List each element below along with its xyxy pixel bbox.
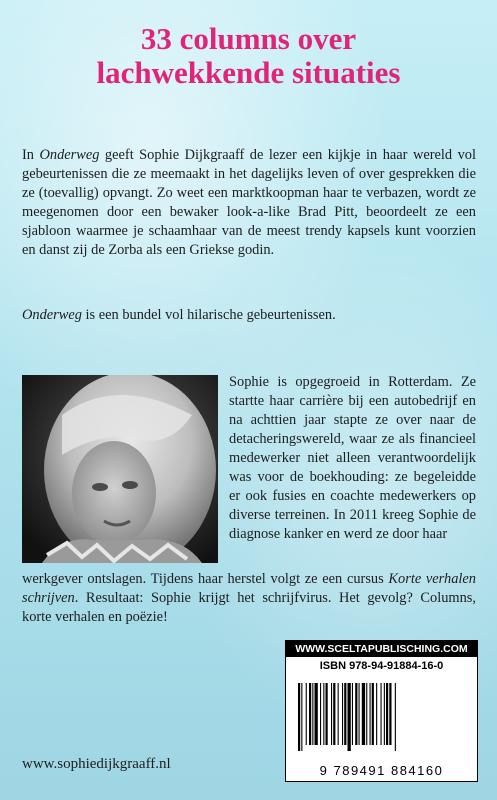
barcode-bar [344,683,346,745]
barcode-bar [384,683,385,745]
isbn-label: ISBN 978-94-91884-16-0 [319,660,444,672]
barcode-bar [372,683,374,745]
barcode-bar [359,683,360,745]
barcode-bar [306,683,307,745]
barcode-bar [331,683,332,745]
barcode-bar [326,683,328,745]
barcode-bar [312,683,313,745]
barcode-digits: 9 789491 884160 [319,763,444,778]
bio-paragraph-continued [22,570,476,627]
barcode-bar [376,683,377,745]
barcode-bar [389,683,391,745]
barcode-bar [323,683,324,745]
bio-text-start: werkgever ontslagen. Tijdens haar herstel volgt ze een cursus [22,571,389,587]
barcode-bar [370,683,371,745]
course-title-italic: Korte verhalen schrijven [22,571,476,606]
barcode-bar [352,683,353,745]
publisher-url: WWW.SCELTAPUBLISCHING.COM [286,641,477,657]
barcode-bars [296,683,467,751]
barcode-bar [366,683,367,745]
author-portrait-image [22,375,218,563]
barcode-bar [342,683,343,745]
title-line-2: lachwekkende situaties [96,55,401,90]
barcode-bar [386,683,388,745]
barcode-bar [333,683,335,745]
barcode-bar [301,683,302,751]
summary-text: is een bundel vol hilarische gebeurtenissen. [81,307,336,323]
intro-text-start: In [22,147,40,163]
summary-paragraph [22,306,476,325]
barcode-bar [320,683,321,745]
barcode-bar [362,683,365,745]
author-photo [22,375,218,563]
barcode-bar [309,683,311,745]
intro-paragraph [22,146,476,260]
book-title-italic: Onderweg [22,307,82,323]
barcode-bar [395,683,396,751]
barcode-box [285,640,478,782]
barcode-bar [338,683,339,745]
barcode-bar [355,683,357,745]
bio-paragraph-beside-photo: Sophie is opgegroeid in Rotterdam. Ze startte haar carrière bij een autobedrijf en na achttien jaar stapte ze over naar de detacheringswereld, waar ze als financieel medewerker niet alleen verantwoordelijk was voor de boekhouding: ze begeleidde er ook fusies en coachte medewerkers op diverse terreinen. In 2011 kreeg Sophie de diagnose kanker en werd ze door haar [229,374,476,542]
title-line-1: 33 columns over [140,21,357,56]
bio-text-rest: . Resultaat: Sophie krijgt het schrijfvirus. Het gevolg? Columns, korte verhalen en poëzie! [22,590,476,625]
intro-text-rest: geeft Sophie Dijkgraaff de lezer een kijkje in haar wereld vol gebeurtenissen die ze meemaakt in het dagelijks leven of over gesprekken die ze (toevallig) opvangt. Zo weet een marktkoopman haar te verbazen, wordt ze meegenomen door een bewaker look-a-like Brad Pitt, beoordeelt ze een sjabloon waarmee je schaamhaar van de meest trendy kapsels kunt voorzien en danst zij de Zorba als een Griekse godin. [22,147,476,258]
barcode-bar [348,683,351,751]
book-title-italic: Onderweg [39,147,100,163]
barcode-bar [381,683,382,745]
cover-title [0,22,497,90]
website-url: www.sophiedijkgraaff.nl [22,756,171,772]
barcode-bar [315,683,318,745]
barcode-bar [298,683,300,751]
